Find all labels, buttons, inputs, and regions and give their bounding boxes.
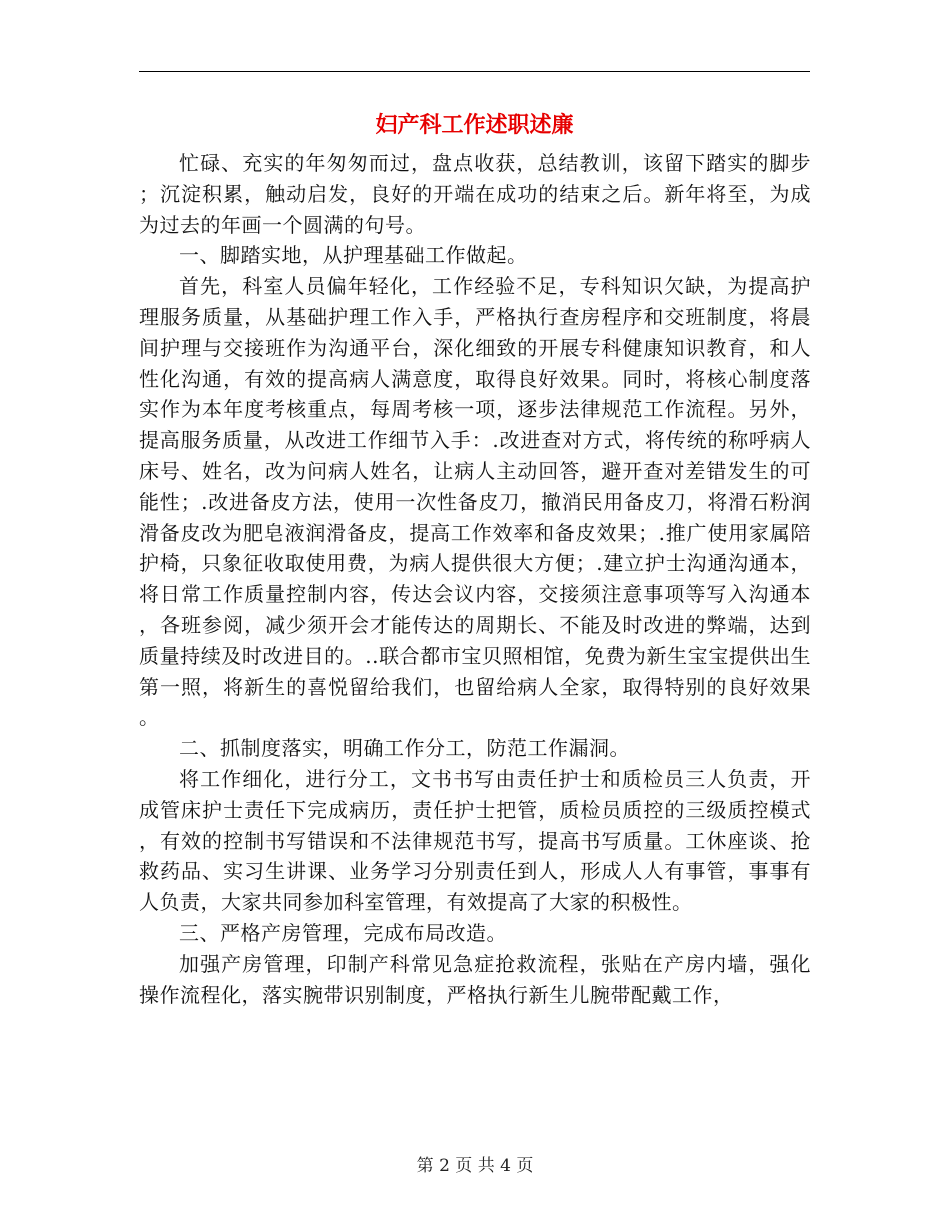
body-paragraph: 将工作细化，进行分工，文书书写由责任护士和质检员三人负责，开成管床护士责任下完成病历，责任护士把管，质检员质控的三级质控模式，有效的控制书写错误和不法律规范书写，提高书写质量。工休座谈、抢救药品、实习生讲课、业务学习分别责任到人，形成人人有事管，事事有人负责，大家共同参加科室管理，有效提高了大家的积极性。: [139, 766, 811, 915]
footer-prefix: 第: [416, 1156, 434, 1176]
body-paragraph: 加强产房管理，印制产科常见急症抢救流程，张贴在产房内墙，强化操作流程化，落实腕带识别制度，严格执行新生儿腕带配戴工作，: [139, 951, 811, 1007]
header-rule: [139, 71, 810, 72]
footer-total-pages: 4: [500, 1156, 511, 1176]
document-title: 妇产科工作述职述廉: [375, 112, 574, 138]
section-heading: 一、脚踏实地，从护理基础工作做起。: [179, 243, 528, 268]
section-heading: 二、抓制度落实，明确工作分工，防范工作漏洞。: [179, 736, 630, 761]
body-paragraph: 首先，科室人员偏年轻化，工作经验不足，专科知识欠缺，为提高护理服务质量，从基础护理工作入手，严格执行查房程序和交班制度，将晨间护理与交接班作为沟通平台，深化细致的开展专科健康知识教育，和人性化沟通，有效的提高病人满意度，取得良好效果。同时，将核心制度落实作为本年度考核重点，每周考核一项，逐步法律规范工作流程。另外，提高服务质量，从改进工作细节入手：.改进查对方式，将传统的称呼病人床号、姓名，改为问病人姓名，让病人主动回答，避开查对差错发生的可能性；.改进备皮方法，使用一次性备皮刀，撤消民用备皮刀，将滑石粉润滑备皮改为肥皂液润滑备皮，提高工作效率和备皮效果；.推广使用家属陪护椅，只象征收取使用费，为病人提供很大方便；.建立护士沟通沟通本，将日常工作质量控制内容，传达会议内容，交接须注意事项等写入沟通本，各班参阅，减少须开会才能传达的周期长、不能及时改进的弊端，达到质量持续及时改进目的。..联合都市宝贝照相馆，免费为新生宝宝提供出生第一照，将新生的喜悦留给我们，也留给病人全家，取得特别的良好效果。: [139, 274, 811, 730]
page-footer: [0, 1154, 950, 1178]
section-heading: 三、严格产房管理，完成布局改造。: [179, 920, 507, 945]
footer-page-number: 2: [439, 1156, 450, 1176]
footer-middle: 页 共: [455, 1156, 495, 1176]
body-paragraph: 忙碌、充实的年匆匆而过，盘点收获，总结教训，该留下踏实的脚步；沉淀积累，触动启发，良好的开端在成功的结束之后。新年将至，为成为过去的年画一个圆满的句号。: [139, 151, 811, 237]
document-body: [139, 148, 811, 1010]
footer-suffix: 页: [516, 1156, 534, 1176]
